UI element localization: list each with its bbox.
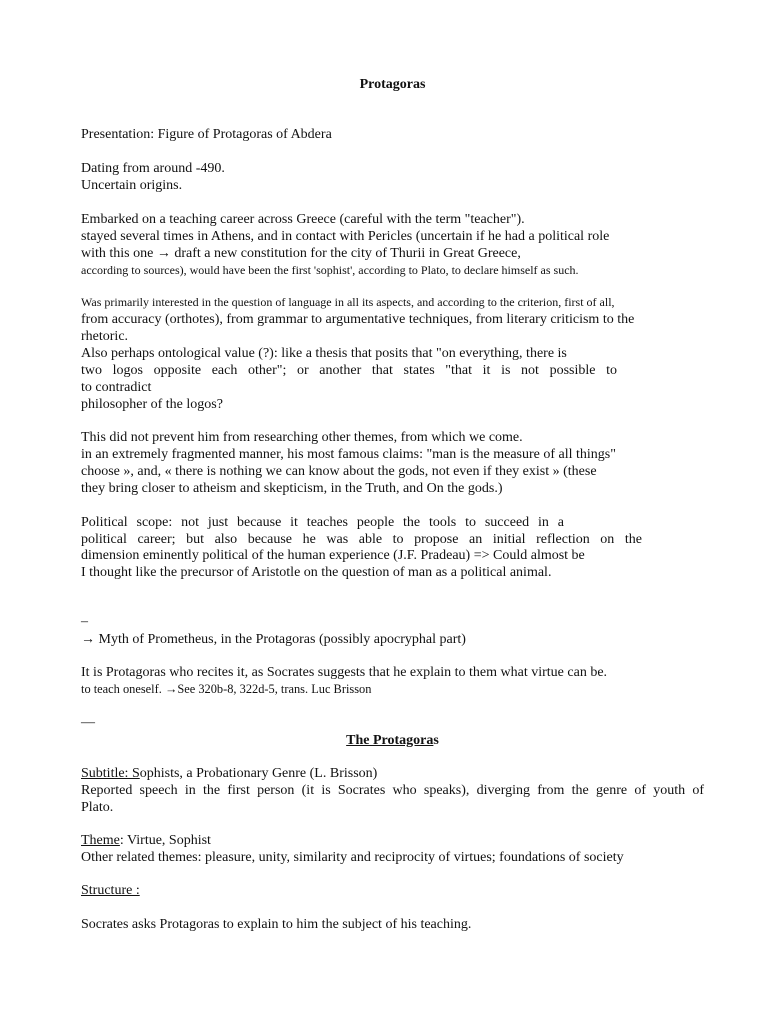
- document-title: Protagoras: [359, 77, 426, 92]
- section-title: [81, 732, 704, 749]
- paragraph-line: Plato.: [81, 800, 114, 815]
- paragraph-line: choose », and, « there is nothing we can know about the gods, not even if they exist » (these: [81, 464, 597, 479]
- other-themes-line: Other related themes: pleasure, unity, similarity and reciprocity of virtues; foundations of society: [81, 850, 624, 865]
- paragraph-line: dimension eminently political of the human experience (J.F. Pradeau) => Could almost be: [81, 548, 585, 563]
- paragraph-line: philosopher of the logos?: [81, 397, 223, 412]
- theme-text: : Virtue, Sophist: [119, 833, 211, 848]
- dating-line: Dating from around -490.: [81, 161, 225, 176]
- paragraph-line: to contradict: [81, 380, 152, 395]
- theme-label: Theme: [81, 833, 120, 848]
- paragraph-line: It is Protagoras who recites it, as Socrates suggests that he explain to them what virtue can be.: [81, 665, 608, 680]
- presentation-line: Presentation: Figure of Protagoras of Abdera: [81, 127, 332, 142]
- paragraph-line: I thought like the precursor of Aristotle on the question of man as a political animal.: [81, 565, 552, 580]
- paragraph-line: rhetoric.: [81, 329, 129, 344]
- subtitle-text: ophists, a Probationary Genre (L. Brisson): [139, 766, 378, 781]
- paragraph-line: Also perhaps ontological value (?): like a thesis that posits that "on everything, there is: [81, 346, 567, 361]
- myth-line: → Myth of Prometheus, in the Protagoras (possibly apocryphal part): [81, 632, 466, 647]
- paragraph-line: with this one → draft a new constitution for the city of Thurii in Great Greece,: [81, 246, 521, 261]
- structure-label: Structure :: [81, 883, 140, 898]
- subtitle-line: [81, 765, 704, 782]
- separator-dash: –: [81, 614, 88, 629]
- theme-line: [81, 832, 704, 849]
- section-title-underlined: The Protagora: [346, 733, 434, 748]
- paragraph-line: This did not prevent him from researching other themes, from which we come.: [81, 430, 523, 445]
- paragraph-line: Political scope: not just because it teaches people the tools to succeed in a: [81, 515, 564, 530]
- paragraph-line: according to sources), would have been the first 'sophist', according to Plato, to declare himself as such.: [81, 263, 579, 277]
- paragraph-line: stayed several times in Athens, and in contact with Pericles (uncertain if he had a political role: [81, 229, 610, 244]
- paragraph-line: Reported speech in the first person (it is Socrates who speaks), diverging from the genre of youth of: [81, 783, 704, 798]
- paragraph-line: two logos opposite each other"; or another that states "that it is not possible to: [81, 363, 617, 378]
- paragraph-line: Was primarily interested in the question of language in all its aspects, and according to the criterion, first of all,: [81, 295, 615, 309]
- paragraph-line: to teach oneself. →See 320b-8, 322d-5, trans. Luc Brisson: [81, 682, 372, 696]
- paragraph-line: Socrates asks Protagoras to explain to him the subject of his teaching.: [81, 917, 472, 932]
- subtitle-label: Subtitle: S: [81, 766, 140, 781]
- paragraph-line: from accuracy (orthotes), from grammar to argumentative techniques, from literary criticism to the: [81, 312, 635, 327]
- paragraph-line: political career; but also because he was able to propose an initial reflection on the: [81, 532, 642, 547]
- separator-dash: —: [81, 715, 95, 730]
- paragraph-line: they bring closer to atheism and skepticism, in the Truth, and On the gods.): [81, 481, 503, 496]
- paragraph-line: in an extremely fragmented manner, his most famous claims: "man is the measure of all things": [81, 447, 616, 462]
- origins-line: Uncertain origins.: [81, 178, 183, 193]
- section-title-tail: s: [433, 733, 439, 748]
- paragraph-line: Embarked on a teaching career across Greece (careful with the term "teacher").: [81, 212, 525, 227]
